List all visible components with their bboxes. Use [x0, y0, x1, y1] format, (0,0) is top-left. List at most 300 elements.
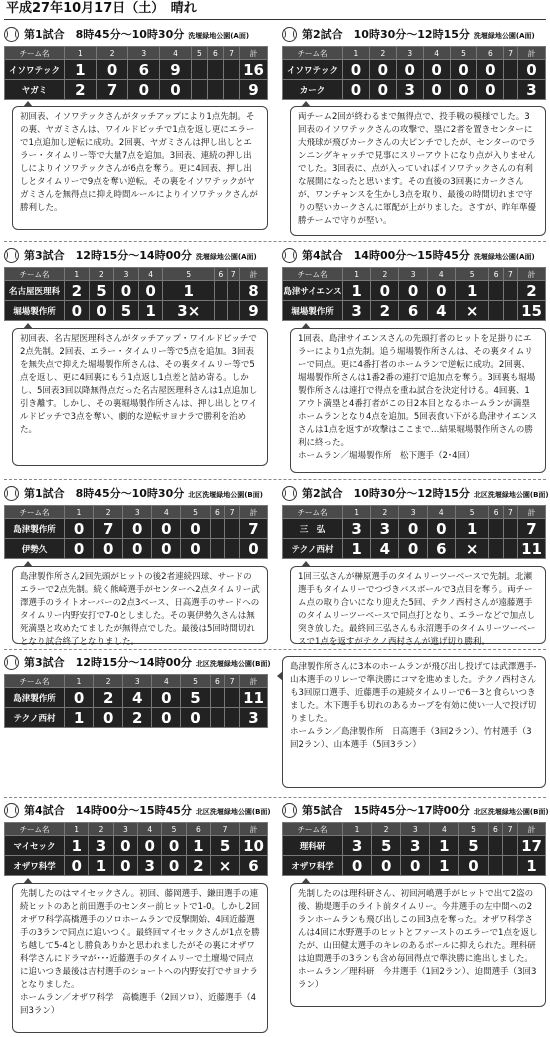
- team-row: [283, 80, 546, 100]
- inning-score: 0: [65, 688, 94, 708]
- game-comment: 先制したのはマイセックさん。初回、藤岡選手、鎌田選手の連続ヒットのあと前田選手のセンター前ヒットで1-0。しかし2回オザワ科学高橋選手のソロホームランで反撃開始、4回近藤選手の3ランで同点に追いつく。最終回マイセックさんが1点を勝ち越して5-4とし勝負ありかと思われましたがその裏にオザワ科学さんにドラマが･･･近藤選手のタイムリーで土壇場で同点に追いつき最後は吉村選手のショートへの内野安打でサヨナラとなりました。 ホームラン／オザワ科学 高橋選手（2回ソロ）、近藤選手（4回3ラン）: [12, 883, 268, 1033]
- inning-score: 3: [371, 519, 399, 539]
- inning-score: 5: [89, 281, 114, 301]
- total-score: 15: [518, 301, 546, 321]
- inning-score: 2: [186, 856, 210, 876]
- inning-header: 7: [225, 506, 240, 519]
- team-name: 三 弘: [283, 519, 343, 539]
- inning-score: 3: [343, 836, 372, 856]
- inning-header: 4: [423, 47, 450, 60]
- inning-score: 2: [94, 688, 123, 708]
- game-time: 第2試合 10時30分～12時15分: [302, 487, 470, 500]
- total-score: 0: [240, 539, 268, 559]
- team-row: [283, 60, 546, 80]
- inning-score: [210, 688, 225, 708]
- inning-header: 3: [396, 47, 423, 60]
- game-time: 第5試合 15時45分～17時00分: [302, 804, 470, 817]
- inning-header: 5: [181, 506, 210, 519]
- game-title: [2, 483, 270, 505]
- inning-score: [503, 856, 518, 876]
- team-name: 島津製作所: [5, 688, 65, 708]
- inning-header: 4: [152, 506, 181, 519]
- inning-header: 6: [477, 47, 504, 60]
- inning-score: 3: [89, 836, 113, 856]
- total-score: 0: [518, 60, 546, 80]
- inning-header: 1: [343, 506, 371, 519]
- game-venue: 北区洗堰緑地公園(B面): [473, 808, 549, 816]
- inning-score: 0: [423, 60, 450, 80]
- inning-header: 3: [114, 268, 139, 281]
- inning-header: 7: [504, 47, 518, 60]
- team-row: [283, 856, 546, 876]
- inning-score: 0: [94, 708, 123, 728]
- game-venue: 洗堰緑地公園(A面): [473, 32, 535, 40]
- team-row: [5, 708, 268, 728]
- inning-score: 1: [343, 281, 371, 301]
- inning-score: [489, 301, 503, 321]
- total-score: 3: [240, 708, 268, 728]
- inning-score: 0: [123, 519, 152, 539]
- inning-header: 5: [162, 823, 186, 836]
- inning-score: 6: [128, 60, 160, 80]
- game-comment: 島津製作所さん2回先頭がヒットの後2者連続四球、サードのエラーで2点先制。続く熊崎選手がセンターへ2点タイムリー武澤選手のライトオーバーの2点3ベース、日高選手のサードへのタイムリー内野安打で7-0としました。その裏伊勢久さんは無死満塁と攻めたてましたが無得点でした。最後は5回時間切れとなり試合終了となりました。: [12, 566, 268, 644]
- inning-header: 4: [160, 47, 192, 60]
- game-title: [280, 24, 548, 46]
- scoreboard: [4, 267, 268, 321]
- inning-score: 1: [430, 836, 459, 856]
- inning-header: 2: [94, 675, 123, 688]
- game-time: 第2試合 10時30分～12時15分: [302, 28, 470, 41]
- game-venue: 北区洗堰緑地公園(B面): [188, 491, 263, 499]
- inning-header: 4: [138, 268, 163, 281]
- scoreboard: [282, 267, 546, 321]
- game-a2: [280, 24, 548, 100]
- inning-header: 2: [371, 268, 399, 281]
- inning-score: 4: [427, 301, 455, 321]
- inning-score: [215, 281, 227, 301]
- inning-score: 0: [477, 60, 504, 80]
- team-name: オザワ科学: [5, 856, 65, 876]
- game-title: [2, 245, 270, 267]
- team-name: オザワ科学: [283, 856, 343, 876]
- game-time: 第4試合 14時00分～15時45分: [302, 249, 470, 262]
- inning-header: 7: [211, 823, 240, 836]
- baseball-icon: [4, 27, 19, 42]
- game-b5: [280, 800, 548, 876]
- team-header: チーム名: [5, 675, 65, 688]
- inning-score: 6: [399, 301, 427, 321]
- game-title: [280, 245, 548, 267]
- inning-score: 0: [399, 281, 427, 301]
- scoreboard: [282, 822, 546, 876]
- baseball-icon: [4, 248, 19, 263]
- inning-header: 1: [343, 823, 372, 836]
- inning-score: [503, 281, 517, 301]
- total-header: 計: [240, 47, 268, 60]
- team-name: マイセック: [5, 836, 65, 856]
- total-header: 計: [518, 506, 546, 519]
- team-row: [5, 301, 268, 321]
- inning-header: 2: [371, 506, 399, 519]
- inning-score: 0: [96, 60, 128, 80]
- inning-score: [489, 519, 503, 539]
- inning-score: 0: [65, 539, 94, 559]
- inning-score: [225, 708, 240, 728]
- game-comment: 先制したのは理科研さん、初回河嶋選手がヒットで出て2盗の後、勘堤選手のライト前タイムリー。今井選手の左中間への2ランホームランも飛び出しこの回3点を奪った。オザワ科学さんは4回に水野選手のヒットとファーストのエラーで1点を返したが、山田健太選手のキレのあるボールに抑えられた。理科研は迫間選手の3ランも含め毎回得点で準決勝に進出しました。 ホームラン／理科研 今井選手（1回2ラン）、迫間選手（3回3ラン）: [290, 883, 546, 1007]
- inning-score: [207, 80, 223, 100]
- team-header: チーム名: [283, 268, 343, 281]
- game-comment: 1回表、島津サイエンスさんの先頭打者のヒットを足掛りにエラーにより1点先制。追う堀場製作所さんは、その裏タイムリーで同点。更に4番打者のホームランで逆転に成功。2回裏、堀場製作所さんは1番2番の連打で追加点を奪う。3回裏も堀場製作所さんは連打で得点を重ね試合を決定付ける。4回裏、1アウト満塁と4番打者がこの日2本目となるホームランが満塁ホームランとなり4点を追加。5回表食い下がる島津サイエンスさんは1点を返すが攻撃はここまで…結果堀場製作所さんの勝利に終った。 ホームラン／堀場製作所 松下選手（2･4回）: [290, 328, 546, 473]
- team-name: 堀場製作所: [5, 301, 65, 321]
- total-header: 計: [240, 506, 268, 519]
- scoreboard: [4, 505, 268, 559]
- inning-score: 0: [401, 856, 430, 876]
- game-a4: [280, 245, 548, 321]
- total-header: 計: [240, 675, 268, 688]
- inning-header: 2: [372, 823, 401, 836]
- inning-score: [215, 301, 227, 321]
- team-header: チーム名: [5, 268, 65, 281]
- team-name: カーク: [283, 80, 343, 100]
- inning-score: [503, 301, 517, 321]
- team-header: チーム名: [5, 506, 65, 519]
- team-name: 島津サイエンス: [283, 281, 343, 301]
- game-comment: 初回表、イソワテックさんがタッチアップにより1点先制。その裏、ヤガミさんは、ワイルドピッチで1点を返し更にエラーで1点追加し逆転に成功。2回裏、ヤガミさんは押し出しとエラー・タイムリー等で大量7点を追加。3回表、連続の押し出しによりイソワテックさんが6点を奪う。更に4回表、押し出しとタイムリーで9点を奪い逆転。その裏をイソワテックがヤガミさんを無得点に抑え時間ルールによりイソワテックさんが勝利した。: [12, 106, 268, 230]
- inning-score: 0: [343, 80, 370, 100]
- total-score: 17: [518, 836, 546, 856]
- inning-score: 0: [128, 80, 160, 100]
- team-name: 理科研: [283, 836, 343, 856]
- inning-score: [227, 301, 239, 321]
- inning-score: 0: [138, 836, 162, 856]
- scoreboard: [4, 674, 268, 728]
- team-header: チーム名: [283, 823, 343, 836]
- inning-score: [504, 80, 518, 100]
- inning-score: [503, 539, 517, 559]
- game-title: [280, 800, 548, 822]
- total-score: 8: [240, 281, 268, 301]
- inning-score: 0: [152, 708, 181, 728]
- inning-score: 0: [181, 708, 210, 728]
- inning-score: 4: [123, 688, 152, 708]
- game-venue: 洗堰緑地公園(A面): [188, 32, 250, 40]
- team-row: [283, 539, 546, 559]
- baseball-icon: [282, 803, 297, 818]
- inning-score: 0: [399, 519, 427, 539]
- inning-score: 4: [371, 539, 399, 559]
- inning-header: 7: [223, 47, 239, 60]
- inning-score: [488, 856, 503, 876]
- divider: [4, 797, 546, 798]
- inning-score: 1: [138, 301, 163, 321]
- inning-score: 5: [372, 836, 401, 856]
- inning-score: 0: [343, 60, 370, 80]
- inning-score: ×: [211, 856, 240, 876]
- team-header: チーム名: [5, 823, 65, 836]
- inning-score: 0: [65, 856, 89, 876]
- team-row: [5, 281, 268, 301]
- total-header: 計: [518, 823, 546, 836]
- inning-header: 3: [399, 268, 427, 281]
- total-header: 計: [240, 823, 268, 836]
- game-title: [2, 652, 270, 674]
- inning-score: [225, 519, 240, 539]
- inning-header: 6: [210, 675, 225, 688]
- inning-header: 2: [94, 506, 123, 519]
- game-title: [2, 24, 270, 46]
- inning-score: [191, 60, 207, 80]
- team-name: イソワテック: [283, 60, 343, 80]
- game-time: 第1試合 8時45分～10時30分: [24, 487, 185, 500]
- team-name: 島津製作所: [5, 519, 65, 539]
- team-header: チーム名: [283, 47, 343, 60]
- team-name: イソワテック: [5, 60, 65, 80]
- inning-score: [191, 80, 207, 100]
- inning-header: 2: [89, 268, 114, 281]
- inning-score: 0: [369, 80, 396, 100]
- game-title: [2, 800, 270, 822]
- baseball-icon: [282, 248, 297, 263]
- inning-score: [210, 539, 225, 559]
- team-row: [5, 688, 268, 708]
- inning-score: [210, 519, 225, 539]
- inning-score: 6: [427, 539, 455, 559]
- scoreboard: [282, 505, 546, 559]
- inning-score: [225, 539, 240, 559]
- inning-score: 0: [450, 80, 477, 100]
- inning-header: 7: [503, 268, 517, 281]
- inning-header: 7: [503, 823, 518, 836]
- inning-score: 0: [113, 836, 137, 856]
- inning-header: 7: [225, 675, 240, 688]
- divider: [4, 649, 546, 650]
- inning-header: 5: [459, 823, 488, 836]
- inning-score: [489, 281, 503, 301]
- inning-score: 0: [343, 856, 372, 876]
- team-row: [5, 60, 268, 80]
- baseball-icon: [4, 486, 19, 501]
- baseball-icon: [282, 27, 297, 42]
- inning-score: 0: [114, 281, 139, 301]
- inning-score: 2: [65, 281, 90, 301]
- inning-header: 1: [65, 675, 94, 688]
- team-row: [5, 519, 268, 539]
- total-score: 9: [240, 301, 268, 321]
- inning-score: [225, 688, 240, 708]
- inning-header: 4: [138, 823, 162, 836]
- total-score: 3: [518, 80, 546, 100]
- inning-score: 2: [123, 708, 152, 728]
- inning-header: 4: [152, 675, 181, 688]
- total-score: 6: [240, 856, 268, 876]
- inning-score: 5: [114, 301, 139, 321]
- team-row: [5, 80, 268, 100]
- inning-header: 1: [65, 506, 94, 519]
- inning-header: 3: [128, 47, 160, 60]
- game-time: 第3試合 12時15分～14時00分: [24, 249, 192, 262]
- inning-header: 1: [65, 268, 90, 281]
- inning-header: 7: [503, 506, 517, 519]
- inning-score: 1: [65, 836, 89, 856]
- total-header: 計: [518, 47, 546, 60]
- inning-header: 1: [65, 47, 97, 60]
- inning-score: 0: [94, 539, 123, 559]
- game-venue: 洗堰緑地公園(A面): [195, 253, 257, 261]
- inning-header: 6: [207, 47, 223, 60]
- inning-header: 6: [489, 268, 503, 281]
- inning-score: [503, 519, 517, 539]
- team-name: 伊勢久: [5, 539, 65, 559]
- total-score: 1: [518, 856, 546, 876]
- inning-score: [489, 539, 503, 559]
- game-time: 第1試合 8時45分～10時30分: [24, 28, 185, 41]
- inning-score: 0: [396, 60, 423, 80]
- inning-score: 0: [181, 519, 210, 539]
- inning-header: 4: [427, 268, 455, 281]
- inning-header: 4: [430, 823, 459, 836]
- team-row: [283, 301, 546, 321]
- inning-header: 7: [227, 268, 239, 281]
- total-header: 計: [240, 268, 268, 281]
- inning-score: 0: [477, 80, 504, 100]
- game-venue: 北区洗堰緑地公園(B面): [195, 808, 271, 816]
- inning-header: 6: [186, 823, 210, 836]
- inning-header: 5: [455, 506, 489, 519]
- baseball-icon: [4, 655, 19, 670]
- inning-score: 0: [89, 301, 114, 321]
- inning-score: [223, 60, 239, 80]
- inning-header: 6: [489, 506, 503, 519]
- inning-header: 6: [210, 506, 225, 519]
- inning-score: 1: [343, 539, 371, 559]
- game-b1: [2, 483, 270, 559]
- team-row: [5, 539, 268, 559]
- game-time: 第3試合 12時15分～14時00分: [24, 656, 192, 669]
- inning-score: 0: [369, 60, 396, 80]
- inning-score: ×: [455, 539, 489, 559]
- scoreboard: [4, 822, 268, 876]
- game-venue: 北区洗堰緑地公園(B面): [195, 660, 271, 668]
- inning-header: 3: [399, 506, 427, 519]
- inning-score: 3×: [163, 301, 215, 321]
- inning-score: 0: [65, 519, 94, 539]
- inning-score: [488, 836, 503, 856]
- inning-score: 0: [152, 688, 181, 708]
- game-venue: 洗堰緑地公園(A面): [473, 253, 535, 261]
- total-score: 2: [518, 281, 546, 301]
- total-score: 11: [518, 539, 546, 559]
- inning-score: 0: [371, 281, 399, 301]
- inning-header: 1: [343, 268, 371, 281]
- divider: [4, 479, 546, 480]
- inning-score: 3: [396, 80, 423, 100]
- inning-score: 5: [181, 688, 210, 708]
- total-score: 10: [240, 836, 268, 856]
- inning-score: 7: [96, 80, 128, 100]
- inning-score: 0: [427, 519, 455, 539]
- team-row: [283, 281, 546, 301]
- inning-score: 0: [450, 60, 477, 80]
- game-comment: 1回三弘さんが榊原選手のタイムリーツーベースで先制。北瀬選手もタイムリーでつづきバスボールで3点目を奪う。両チーム点の取り合いになり迎えた5回、テクノ西村さんが遠藤選手のタイムリーツーベースで同点打となり、エラーなどで加点し突き放した。最終回三弘さんも永沼選手のタイムリーツーベースで1点を返すがテクノ西村さんが逃げ切り勝利。: [290, 566, 546, 644]
- inning-header: 5: [450, 47, 477, 60]
- inning-score: 1: [430, 856, 459, 876]
- scoreboard: [282, 46, 546, 100]
- baseball-icon: [4, 803, 19, 818]
- team-row: [283, 836, 546, 856]
- inning-header: 2: [96, 47, 128, 60]
- inning-header: 3: [113, 823, 137, 836]
- inning-header: 2: [89, 823, 113, 836]
- inning-score: [227, 281, 239, 301]
- total-score: 7: [518, 519, 546, 539]
- inning-score: 1: [163, 281, 215, 301]
- game-comment: 島津製作所さんに3本のホームランが飛び出し投げては武澤選手-山本選手のリレーで準決勝にコマを進めました。テクノ西村さんも3回原口選手、近藤選手の連続タイムリーで6－3と食らいつきました。木下選手も切れのあるカーブを有効に使い一人で投げ切りました。 ホームラン／島津製作所 日高選手（3回2ラン）、竹村選手（3回2ラン）、山本選手（5回3ラン）: [282, 656, 546, 788]
- game-b2: [280, 483, 548, 559]
- inning-score: 1: [455, 519, 489, 539]
- team-name: テクノ西村: [5, 708, 65, 728]
- team-header: チーム名: [5, 47, 65, 60]
- inning-header: 6: [215, 268, 227, 281]
- inning-header: 5: [191, 47, 207, 60]
- inning-header: 5: [163, 268, 215, 281]
- game-b3: [2, 652, 270, 728]
- team-name: 名古屋医理科: [5, 281, 65, 301]
- inning-score: 0: [160, 80, 192, 100]
- game-comment: 初回表、名古屋医理科さんがタッチアップ・ワイルドピッチで2点先制。2回表、エラー・タイムリー等で5点を追加。3回表を無失点で抑えた堀場製作所さんは、その裏タイムリー等で5点を返し、更に4回裏にもう1点返し1点差と詰め寄る。しかし、5回表3回以降無得点だった名古屋医理科さんは1点追加し引き離す。しかし、その裏堀場製作所さんは、押し出しとワイルドピッチで3点を奪い、劇的な逆転サヨナラで勝利を治めた。: [12, 328, 268, 466]
- game-title: [280, 483, 548, 505]
- total-score: 9: [240, 80, 268, 100]
- team-name: テクノ西村: [283, 539, 343, 559]
- game-comment: 両チーム2回が終わるまで無得点で、投手戦の模様でした。3回表のイソワテックさんの攻撃で、塁に2者を置きセンターに大飛球が飛びカークさんの大ピンチでしたが、センターのでランニングキャッチで見事にスリーアウトになり点が入りませんでした。3回表に、点が入っていればイソワテックさんの有利な展開になったと思います。その直後の3回裏にカークさんが、ワンチャンスを生かし3点を取り、最後の時間切れまで守りの堅いカークさんに軍配が上がりました。さすが、昨年準優勝チームで守りが堅い。: [290, 106, 546, 236]
- inning-score: ×: [455, 301, 489, 321]
- total-score: 7: [240, 519, 268, 539]
- inning-score: 0: [113, 856, 137, 876]
- baseball-icon: [282, 486, 297, 501]
- inning-score: 0: [399, 539, 427, 559]
- inning-header: 5: [181, 675, 210, 688]
- game-a1: [2, 24, 270, 100]
- inning-header: 3: [401, 823, 430, 836]
- inning-score: 0: [181, 539, 210, 559]
- inning-score: 0: [459, 856, 488, 876]
- inning-score: 1: [65, 60, 97, 80]
- inning-score: 0: [138, 281, 163, 301]
- inning-score: 3: [343, 519, 371, 539]
- inning-score: 0: [427, 281, 455, 301]
- inning-score: [223, 80, 239, 100]
- inning-score: 1: [89, 856, 113, 876]
- inning-score: [210, 708, 225, 728]
- inning-score: 3: [343, 301, 371, 321]
- team-name: ヤガミ: [5, 80, 65, 100]
- inning-score: 2: [371, 301, 399, 321]
- total-score: 11: [240, 688, 268, 708]
- inning-score: 1: [65, 708, 94, 728]
- divider: [4, 241, 546, 242]
- inning-score: 0: [372, 856, 401, 876]
- inning-header: 1: [65, 823, 89, 836]
- inning-score: 3: [138, 856, 162, 876]
- game-time: 第4試合 14時00分～15時45分: [24, 804, 192, 817]
- inning-score: 5: [459, 836, 488, 856]
- inning-score: 0: [152, 519, 181, 539]
- inning-header: 2: [369, 47, 396, 60]
- game-b4: [2, 800, 270, 876]
- inning-score: 0: [423, 80, 450, 100]
- inning-header: 1: [343, 47, 370, 60]
- inning-header: 3: [123, 506, 152, 519]
- game-a3: [2, 245, 270, 321]
